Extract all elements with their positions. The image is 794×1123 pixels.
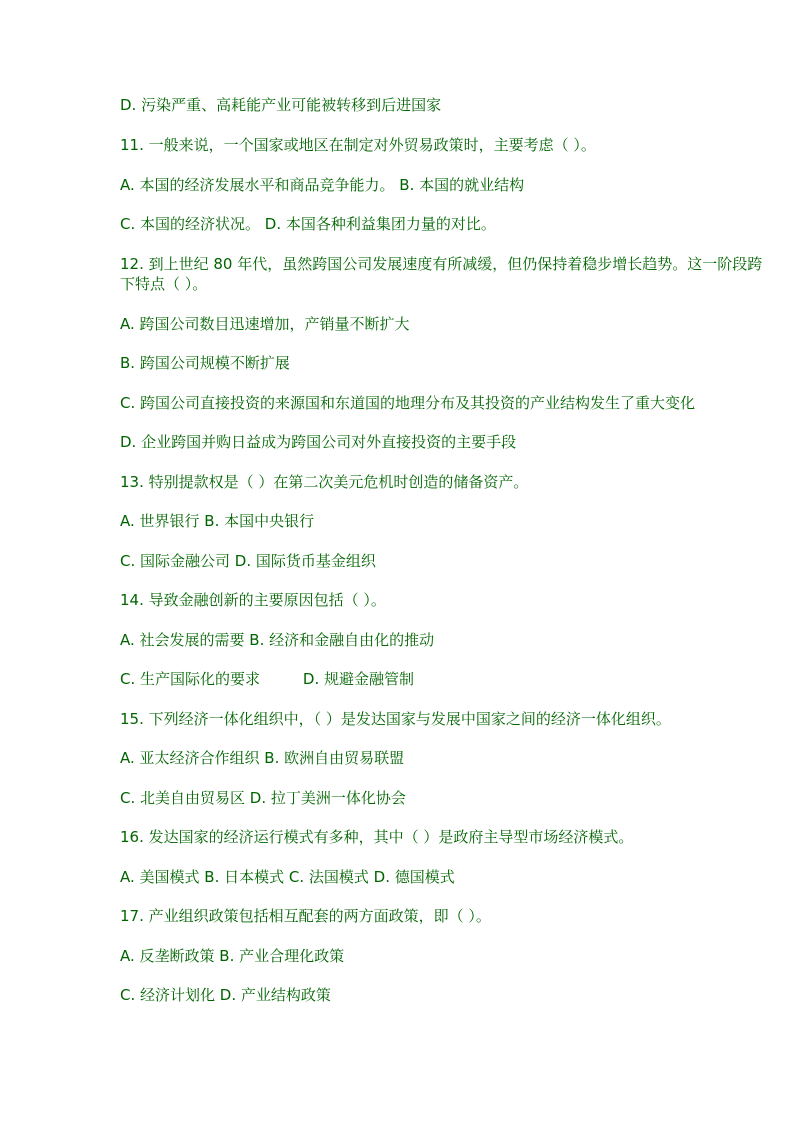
q14-options-ab: A. 社会发展的需要 B. 经济和金融自由化的推动 <box>120 631 435 649</box>
q16-options: A. 美国模式 B. 日本模式 C. 法国模式 D. 德国模式 <box>120 868 455 886</box>
q17-options-ab: A. 反垄断政策 B. 产业合理化政策 <box>120 947 345 965</box>
q15-question: 15. 下列经济一体化组织中，（ ）是发达国家与发展中国家之间的经济一体化组织。 <box>120 710 671 728</box>
q11-options-cd: C. 本国的经济状况。 D. 本国各种利益集团力量的对比。 <box>120 215 496 233</box>
q12-option-b: B. 跨国公司规模不断扩展 <box>120 354 290 372</box>
q17-options-cd: C. 经济计划化 D. 产业结构政策 <box>120 986 331 1004</box>
q11-options-ab: A. 本国的经济发展水平和商品竞争能力。 B. 本国的就业结构 <box>120 176 525 194</box>
q16-question: 16. 发达国家的经济运行模式有多种，其中（ ）是政府主导型市场经济模式。 <box>120 828 634 846</box>
q12-question-line2: 下特点（ ）。 <box>120 275 208 293</box>
q10-option-d: D. 污染严重、高耗能产业可能被转移到后进国家 <box>120 96 442 114</box>
q12-option-d: D. 企业跨国并购日益成为跨国公司对外直接投资的主要手段 <box>120 433 517 451</box>
q17-question: 17. 产业组织政策包括相互配套的两方面政策，即（ ）。 <box>120 907 491 925</box>
q13-options-cd: C. 国际金融公司 D. 国际货币基金组织 <box>120 552 376 570</box>
q13-options-ab: A. 世界银行 B. 本国中央银行 <box>120 512 315 530</box>
q12-option-a: A. 跨国公司数目迅速增加，产销量不断扩大 <box>120 315 410 333</box>
q11-question: 11. 一般来说，一个国家或地区在制定对外贸易政策时，主要考虑（ ）。 <box>120 136 596 154</box>
q13-question: 13. 特别提款权是（ ）在第二次美元危机时创造的储备资产。 <box>120 473 529 491</box>
q12-question-line1: 12. 到上世纪 80 年代，虽然跨国公司发展速度有所减缓，但仍保持着稳步增长趋势。这一阶段跨 <box>120 255 763 273</box>
q14-options-cd: C. 生产国际化的要求 D. 规避金融管制 <box>120 670 415 688</box>
q14-question: 14. 导致金融创新的主要原因包括（ ）。 <box>120 591 386 609</box>
q15-options-cd: C. 北美自由贸易区 D. 拉丁美洲一体化协会 <box>120 789 406 807</box>
q15-options-ab: A. 亚太经济合作组织 B. 欧洲自由贸易联盟 <box>120 749 405 767</box>
q12-option-c: C. 跨国公司直接投资的来源国和东道国的地理分布及其投资的产业结构发生了重大变化 <box>120 394 696 412</box>
